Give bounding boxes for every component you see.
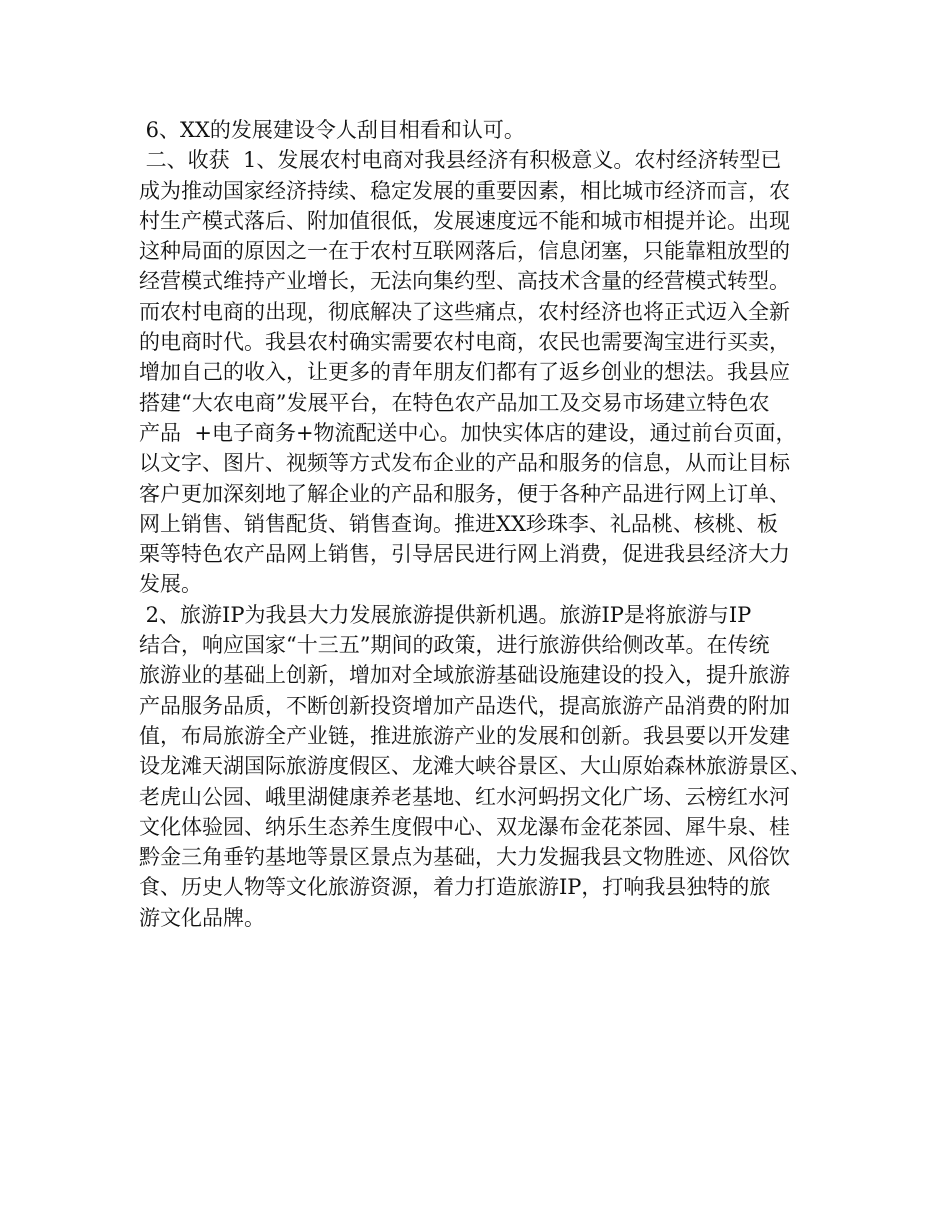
text-line: 产品服务品质，不断创新投资增加产品迭代，提高旅游产品消费的附加	[139, 693, 790, 718]
text-line: 6、XX的发展建设令人刮目相看和认可。	[139, 118, 525, 142]
text-line: 成为推动国家经济持续、稳定发展的重要因素，相比城市经济而言，农	[139, 178, 790, 203]
text-line: 黔金三角垂钓基地等景区景点为基础，大力发掘我县文物胜迹、风俗饮	[139, 845, 790, 870]
text-line: 搭建“大农电商”发展平台，在特色农产品加工及交易市场建立特色农	[139, 390, 770, 415]
text-line: 产品 +电子商务+物流配送中心。加快实体店的建设，通过前台页面，	[139, 420, 797, 445]
text-line: 增加自己的收入，让更多的青年朋友们都有了返乡创业的想法。我县应	[139, 360, 790, 385]
text-line: 2、旅游IP为我县大力发展旅游提供新机遇。旅游IP是将旅游与IP	[139, 602, 752, 627]
text-line: 食、历史人物等文化旅游资源，着力打造旅游IP，打响我县独特的旅	[139, 875, 771, 900]
text-line: 网上销售、销售配货、销售查询。推进XX珍珠李、礼品桃、核桃、板	[139, 511, 778, 536]
text-line: 栗等特色农产品网上销售，引导居民进行网上消费，促进我县经济大力	[139, 542, 790, 567]
text-line: 结合，响应国家“十三五”期间的政策，进行旅游供给侧改革。在传统	[139, 633, 770, 658]
text-line: 值，布局旅游全产业链，推进旅游产业的发展和创新。我县要以开发建	[139, 723, 790, 748]
text-line: 经营模式维持产业增长，无法向集约型、高技术含量的经营模式转型。	[139, 269, 790, 294]
text-line: 设龙滩天湖国际旅游度假区、龙滩大峡谷景区、大山原始森林旅游景区、	[139, 754, 811, 779]
text-line: 这种局面的原因之一在于农村互联网落后，信息闭塞，只能靠粗放型的	[139, 239, 790, 264]
text-line: 以文字、图片、视频等方式发布企业的产品和服务的信息，从而让目标	[139, 451, 790, 476]
text-line: 二、收获 1、发展农村电商对我县经济有积极意义。农村经济转型已	[139, 148, 782, 173]
text-line: 旅游业的基础上创新，增加对全域旅游基础设施建设的投入，提升旅游	[139, 663, 790, 688]
text-line: 老虎山公园、峨里湖健康养老基地、红水河蚂拐文化广场、云榜红水河	[139, 784, 790, 809]
text-line: 发展。	[139, 572, 202, 597]
text-line: 而农村电商的出现，彻底解决了这些痛点，农村经济也将正式迈入全新	[139, 299, 790, 324]
text-line: 客户更加深刻地了解企业的产品和服务，便于各种产品进行网上订单、	[139, 481, 790, 506]
text-line: 文化体验园、纳乐生态养生度假中心、双龙瀑布金花茶园、犀牛泉、桂	[139, 814, 790, 839]
text-line: 的电商时代。我县农村确实需要农村电商，农民也需要淘宝进行买卖，	[139, 330, 790, 355]
document-body	[139, 115, 819, 933]
text-line: 村生产模式落后、附加值很低，发展速度远不能和城市相提并论。出现	[139, 208, 790, 233]
text-line: 游文化品牌。	[139, 905, 265, 930]
